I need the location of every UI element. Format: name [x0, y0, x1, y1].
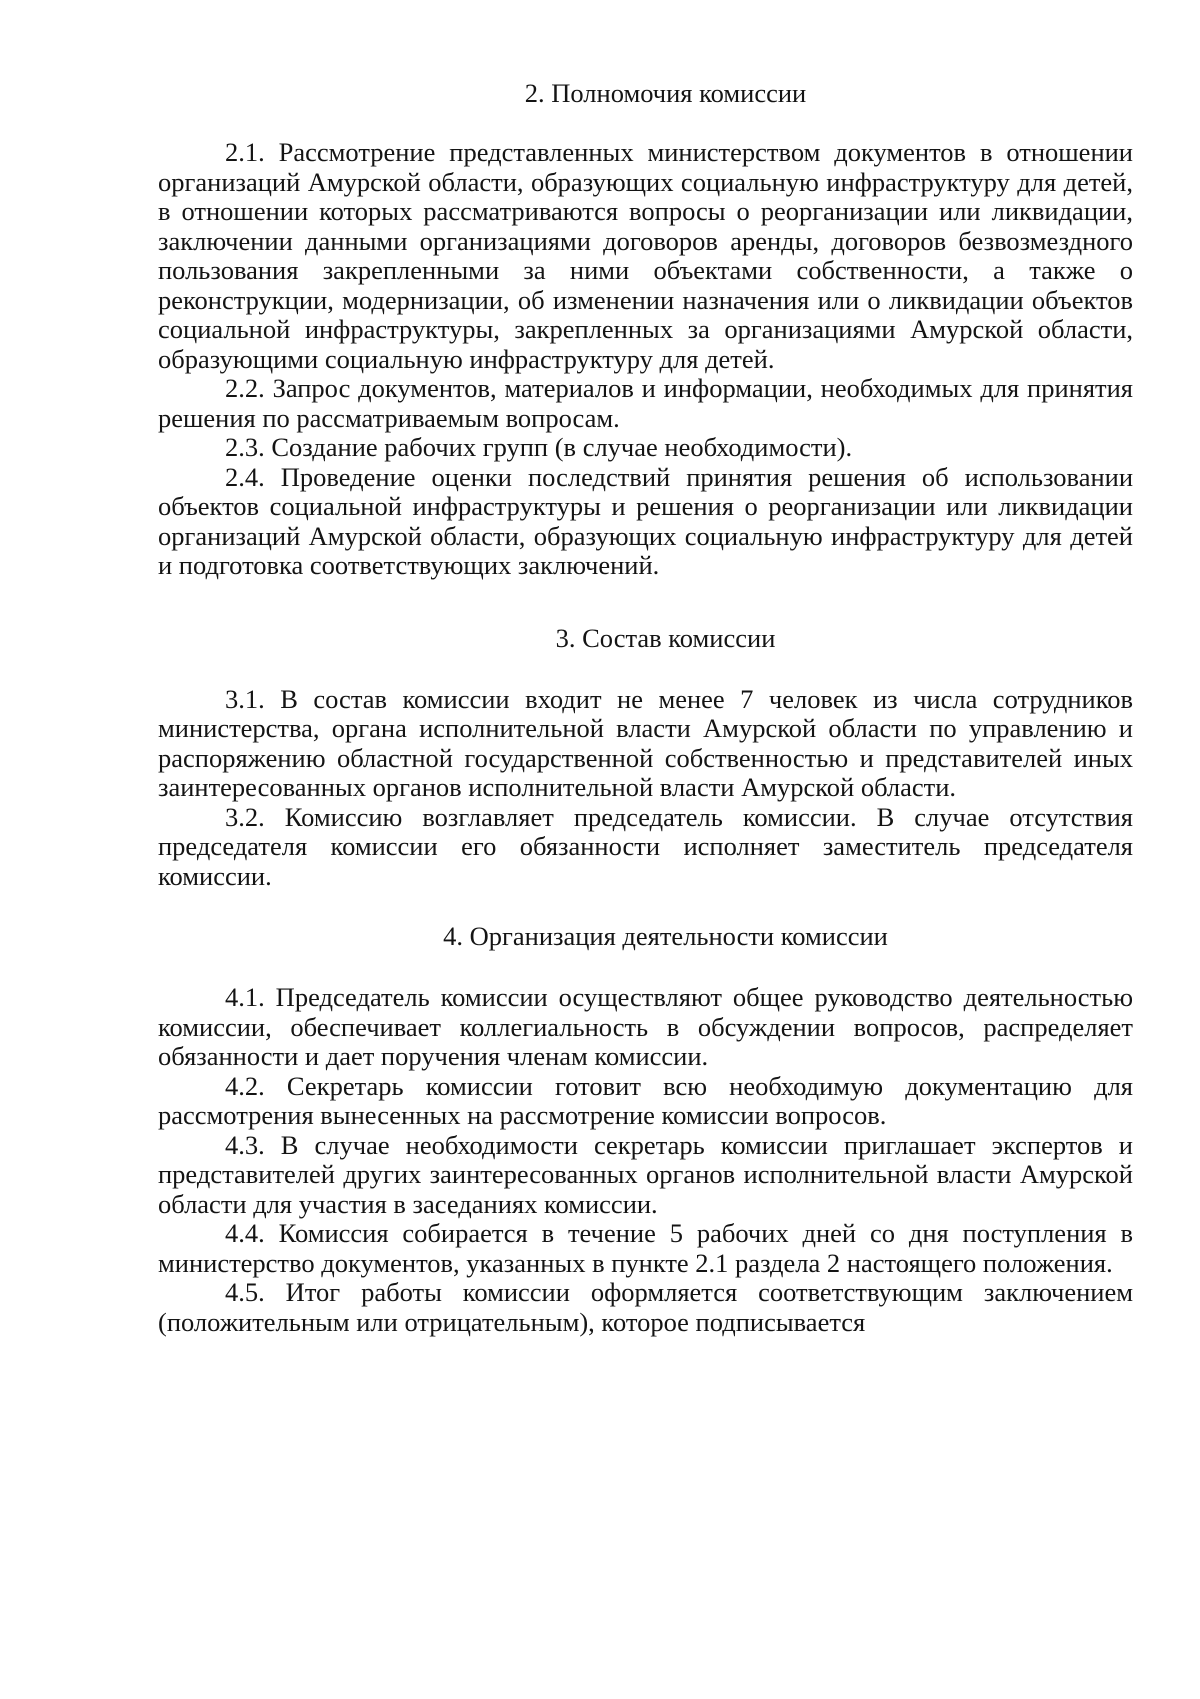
paragraph-4-2: 4.2. Секретарь комиссии готовит всю необходимую документацию для рассмотрения вынесенных на рассмотрение комиссии вопросов. — [158, 1070, 1133, 1130]
section-heading-composition: 3. Состав комиссии — [555, 622, 776, 653]
paragraph-2-1: 2.1. Рассмотрение представленных министерством документов в отношении организаций Амурской области, образующих социальную инфраструктуру для детей, в отношении которых рассматриваются вопросы о реорганизации или ликвидации, заключении данными организациями договоров аренды, договоров безвозмездного пользования закрепленными за ними объектами собственности, а также о реконструкции, модернизации, об изменении назначения или о ликвидации объектов социальной инфраструктуры, закрепленных за организациями Амурской области, образующими социальную инфраструктуру для детей. — [158, 137, 1133, 374]
section-heading-powers: 2. Полномочия комиссии — [524, 78, 807, 108]
paragraph-2-3: 2.3. Создание рабочих групп (в случае необходимости). — [225, 432, 853, 462]
paragraph-4-1: 4.1. Председатель комиссии осуществляют общее руководство деятельностью комиссии, обеспечивает коллегиальность в обсуждении вопросов, распределяет обязанности и дает поручения членам комиссии. — [158, 982, 1133, 1071]
document-body — [158, 78, 1133, 1337]
paragraph-4-4: 4.4. Комиссия собирается в течение 5 рабочих дней со дня поступления в министерство документов, указанных в пункте 2.1 раздела 2 настоящего положения. — [158, 1218, 1133, 1278]
paragraph-4-5: 4.5. Итог работы комиссии оформляется соответствующим заключением (положительным или отрицательным), которое подписывается — [158, 1277, 1133, 1337]
paragraph-2-2: 2.2. Запрос документов, материалов и информации, необходимых для принятия решения по рассматриваемым вопросам. — [158, 373, 1133, 433]
paragraph-3-1: 3.1. В состав комиссии входит не менее 7 человек из числа сотрудников министерства, органа исполнительной власти Амурской области по управлению и распоряжению областной государственной собственностью и представителей иных заинтересованных органов исполнительной власти Амурской области. — [158, 683, 1133, 802]
section-heading-organization: 4. Организация деятельности комиссии — [443, 921, 888, 951]
paragraph-4-3: 4.3. В случае необходимости секретарь комиссии приглашает экспертов и представителей других заинтересованных органов исполнительной власти Амурской области для участия в заседаниях комиссии. — [158, 1129, 1133, 1219]
paragraph-2-4: 2.4. Проведение оценки последствий принятия решения об использовании объектов социальной инфраструктуры и решения о реорганизации или ликвидации организаций Амурской области, образующих социальную инфраструктуру для детей и подготовка соответствующих заключений. — [158, 461, 1133, 580]
paragraph-3-2: 3.2. Комиссию возглавляет председатель комиссии. В случае отсутствия председателя комиссии его обязанности исполняет заместитель председателя комиссии. — [158, 801, 1133, 891]
